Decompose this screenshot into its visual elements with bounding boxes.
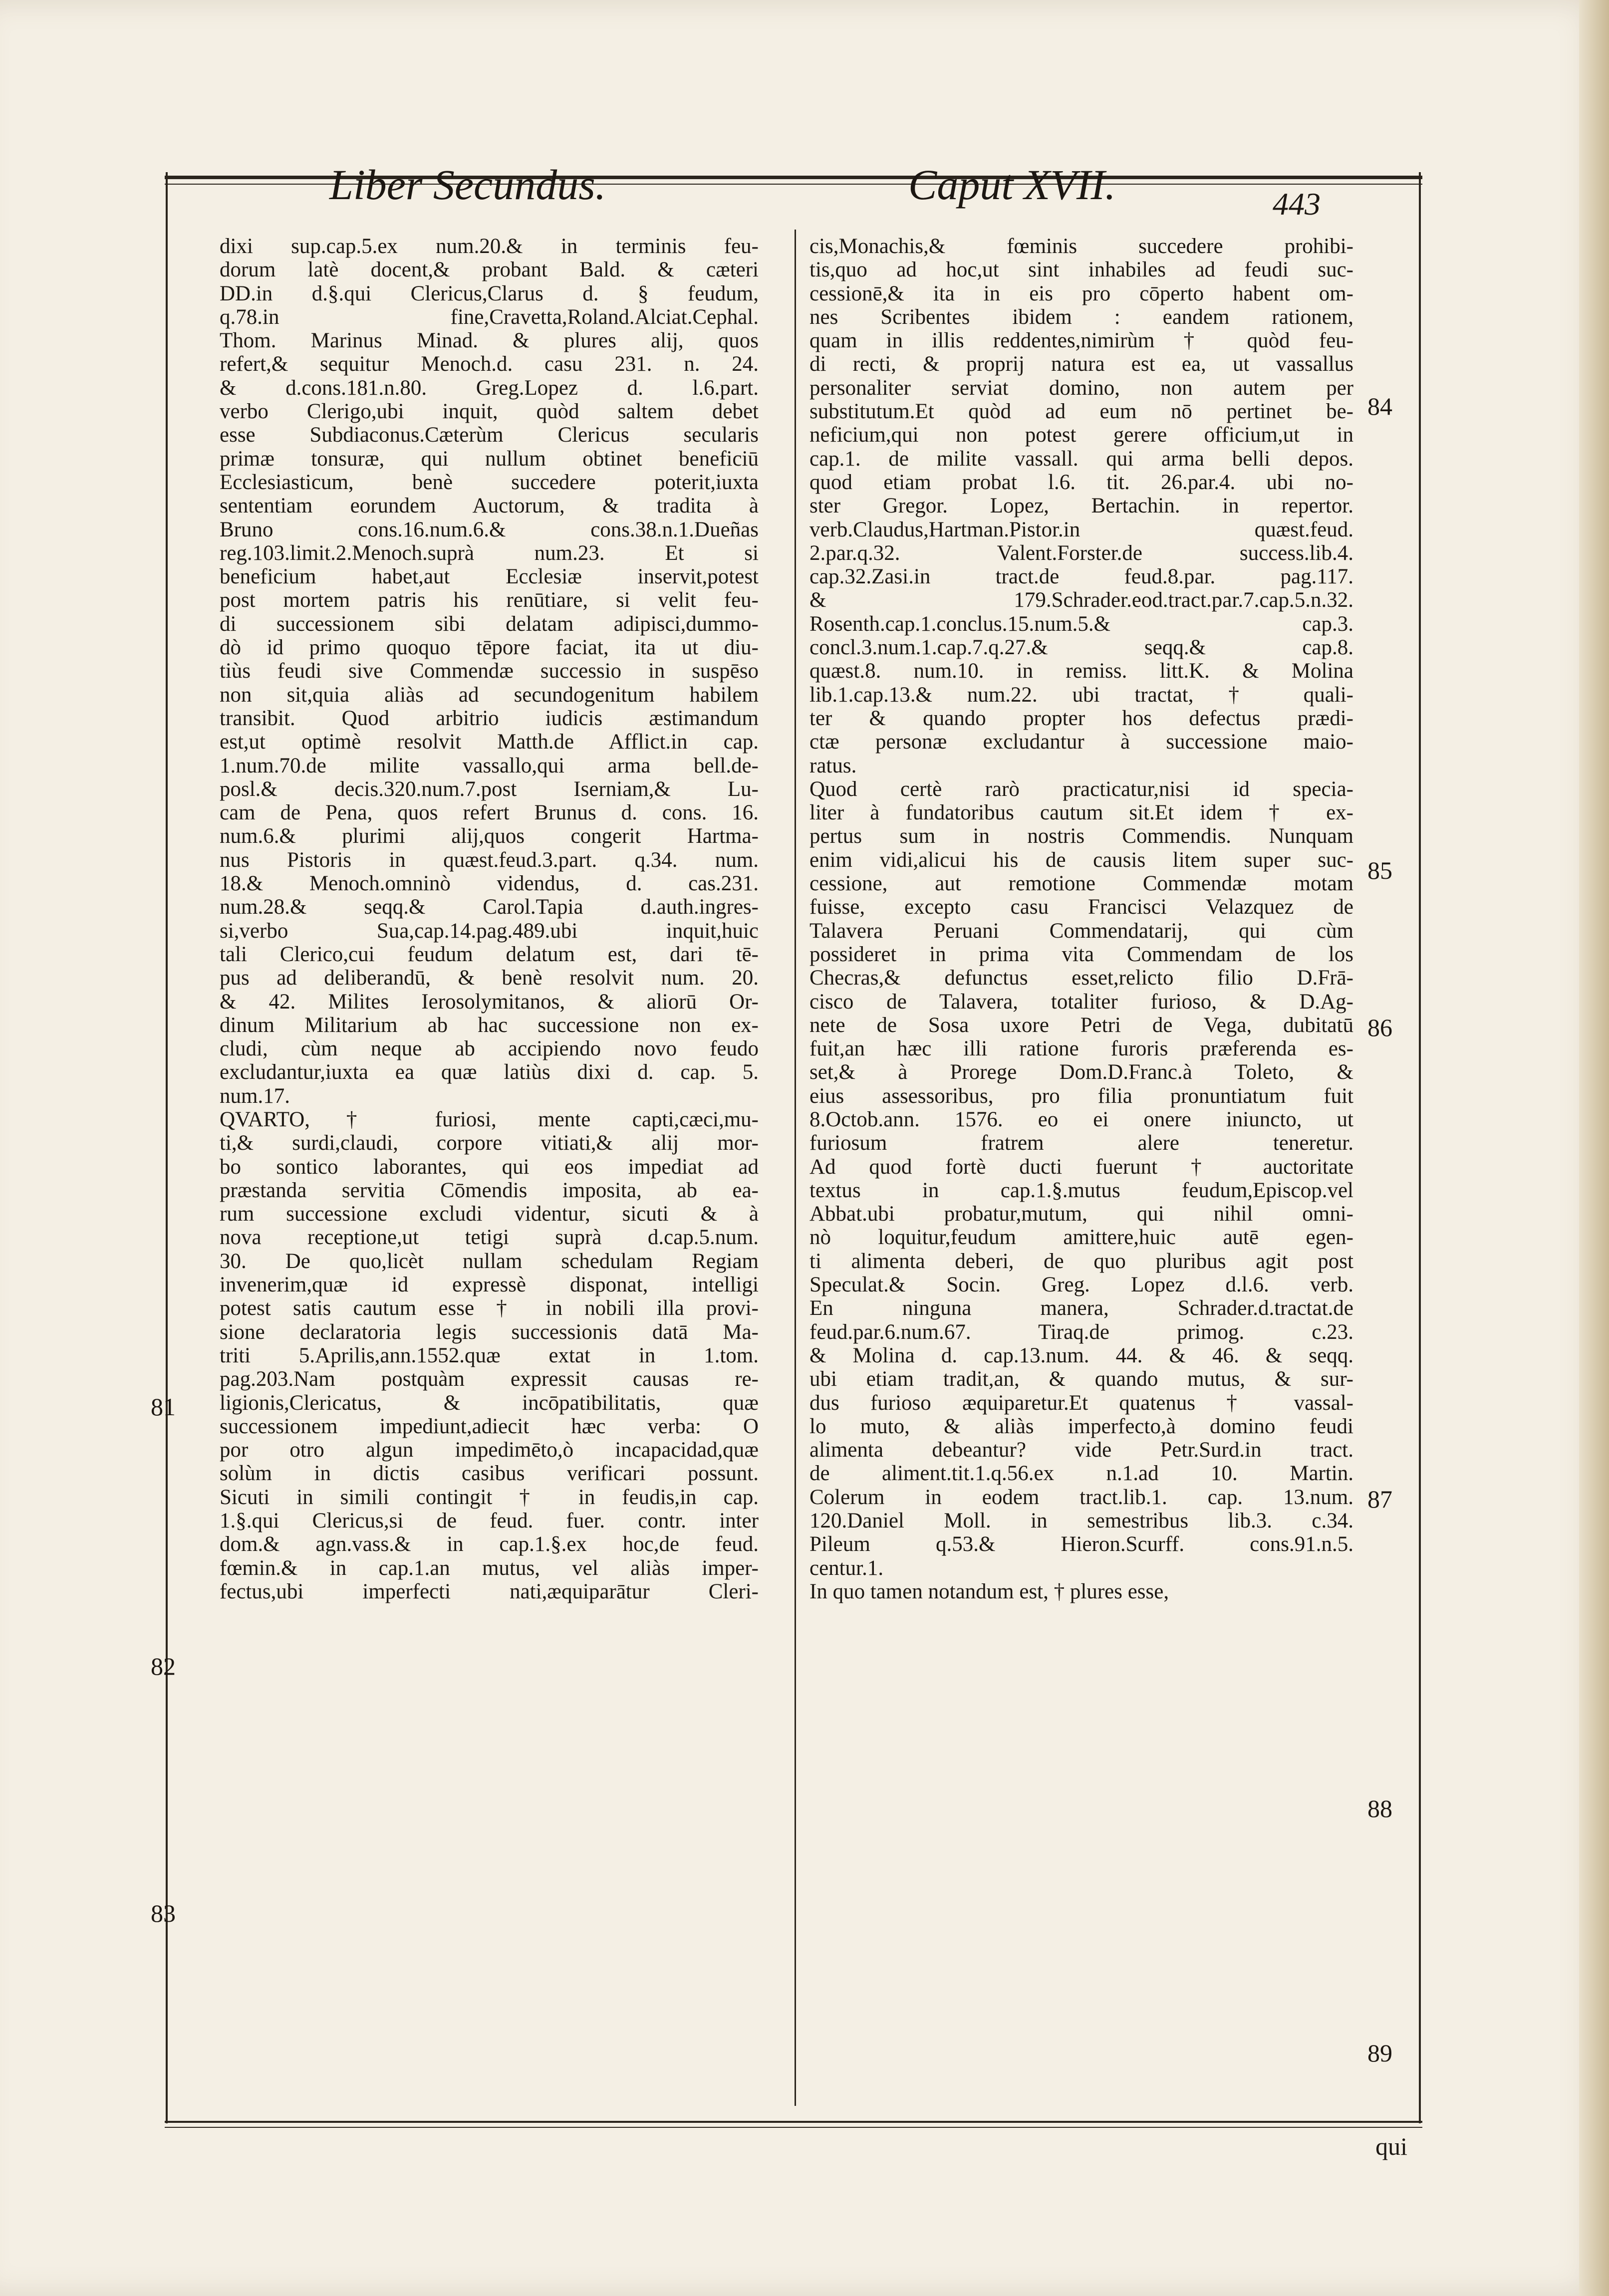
- text-line: fœmin.& in cap.1.an mutus, vel aliàs imper-: [220, 1556, 759, 1580]
- marginal-number-81: 81: [151, 1393, 176, 1421]
- bottom-rule-thin: [165, 2127, 1422, 2128]
- text-line: beneficium habet,aut Ecclesiæ inservit,potest: [220, 565, 759, 589]
- text-line: Quod certè rarò practicatur,nisi id specia-: [809, 777, 1353, 801]
- running-head-chapter: Caput XVII.: [908, 161, 1116, 209]
- text-line: Thom. Marinus Minad. & plures alij, quos: [220, 329, 759, 353]
- text-line: est,ut optimè resolvit Matth.de Afflict.in cap.: [220, 730, 759, 754]
- text-line: ctæ personæ excludantur à successione maio-: [809, 730, 1353, 754]
- text-line: QVARTO,† furiosi, mente capti,cæci,mu-: [220, 1107, 759, 1131]
- text-line: transibit. Quod arbitrio iudicis æstimandum: [220, 706, 759, 730]
- text-line: ligionis,Clericatus, & incōpatibilitatis, quæ: [220, 1391, 759, 1415]
- text-line: Checras,& defunctus esset,relicto filio D.Frā-: [809, 966, 1353, 990]
- text-line: 30. De quo,licèt nullam schedulam Regiam: [220, 1249, 759, 1273]
- text-line: reg.103.limit.2.Menoch.suprà num.23. Et si: [220, 541, 759, 565]
- text-line: nova receptione,ut tetigi suprà d.cap.5.num.: [220, 1226, 759, 1250]
- text-line: sententiam eorundem Auctorum, & tradita à: [220, 494, 759, 518]
- text-line: potest satis cautum esse † in nobili illa provi-: [220, 1296, 759, 1320]
- text-line: nete de Sosa uxore Petri de Vega, dubitatū: [809, 1013, 1353, 1037]
- text-line: 120.Daniel Moll. in semestribus lib.3. c.34.: [809, 1509, 1353, 1533]
- text-line: successionem impediunt,adiecit hæc verba: O: [220, 1414, 759, 1438]
- text-line: personaliter serviat domino, non autem per: [809, 376, 1353, 400]
- text-line: esse Subdiaconus.Cæterùm Clericus secularis: [220, 423, 759, 447]
- text-line: cisco de Talavera, totaliter furioso, & D.Ag-: [809, 990, 1353, 1014]
- text-line: di recti, & proprij natura est ea, ut vassallus: [809, 352, 1353, 376]
- text-line: tis,quo ad hoc,ut sint inhabiles ad feudi suc-: [809, 258, 1353, 282]
- marginal-number-84: 84: [1367, 392, 1392, 420]
- page-gutter: [1579, 0, 1609, 2296]
- marginal-number-82: 82: [151, 1652, 176, 1680]
- text-line: Abbat.ubi probatur,mutum, qui nihil omni-: [809, 1202, 1353, 1226]
- text-line: tiùs feudi sive Commendæ successio in suspēso: [220, 659, 759, 683]
- text-line: verb.Claudus,Hartman.Pistor.in quæst.feud.: [809, 517, 1353, 541]
- text-line: sione declaratoria legis successionis datā Ma-: [220, 1320, 759, 1344]
- text-line: alimenta debeantur? vide Petr.Surd.in tract.: [809, 1438, 1353, 1462]
- text-line: centur.1.: [809, 1556, 884, 1580]
- text-line: bo sontico laborantes, qui eos impediat ad: [220, 1155, 759, 1179]
- text-line: triti 5.Aprilis,ann.1552.quæ extat in 1.tom.: [220, 1343, 759, 1367]
- text-line: num.28.& seqq.& Carol.Tapia d.auth.ingres-: [220, 895, 759, 919]
- text-line: ter & quando propter hos defectus prædi-: [809, 706, 1353, 730]
- text-line: Pileum q.53.& Hieron.Scurff. cons.91.n.5.: [809, 1532, 1353, 1556]
- text-line: cis,Monachis,& fœminis succedere prohibi-: [809, 235, 1353, 258]
- column-divider: [795, 230, 796, 2106]
- text-line: fuisse, excepto casu Francisci Velazquez de: [809, 895, 1353, 919]
- text-line: nò loquitur,feudum amittere,huic autē egen-: [809, 1226, 1353, 1250]
- text-line: solùm in dictis casibus verificari possunt.: [220, 1462, 759, 1486]
- text-line: & 42. Milites Ierosolymitanos, & aliorū Or-: [220, 990, 759, 1014]
- text-line: 8.Octob.ann. 1576. eo ei onere iniuncto, ut: [809, 1107, 1353, 1131]
- left-text-column: [220, 235, 759, 1603]
- text-line: cam de Pena, quos refert Brunus d. cons. 16.: [220, 801, 759, 825]
- text-line: furiosum fratrem alere teneretur.: [809, 1131, 1353, 1155]
- text-line: Ad quod fortè ducti fuerunt † auctoritate: [809, 1155, 1353, 1179]
- text-line: ti alimenta deberi, de quo pluribus agit post: [809, 1249, 1353, 1273]
- text-line: 1.num.70.de milite vassallo,qui arma bell.de-: [220, 754, 759, 777]
- text-line: verbo Clerigo,ubi inquit, quòd saltem debet: [220, 400, 759, 424]
- text-line: rum successione excludi videntur, sicuti & à: [220, 1202, 759, 1226]
- text-line: cap.1. de milite vassall. qui arma belli depos.: [809, 447, 1353, 471]
- text-line: & d.cons.181.n.80. Greg.Lopez d. l.6.part.: [220, 376, 759, 400]
- text-line: ster Gregor. Lopez, Bertachin. in repertor.: [809, 494, 1353, 518]
- text-line: dom.& agn.vass.& in cap.1.§.ex hoc,de feud.: [220, 1532, 759, 1556]
- text-line: ubi etiam tradit,an, & quando mutus, & sur-: [809, 1367, 1353, 1391]
- text-line: textus in cap.1.§.mutus feudum,Episcop.vel: [809, 1178, 1353, 1202]
- text-line: nes Scribentes ibidem : eandem rationem,: [809, 305, 1353, 329]
- text-line: lib.1.cap.13.& num.22. ubi tractat, † quali-: [809, 683, 1353, 707]
- text-line: quæst.8. num.10. in remiss. litt.K. & Molina: [809, 659, 1353, 683]
- text-line: pertus sum in nostris Commendis. Nunquam: [809, 824, 1353, 848]
- bottom-rule: [165, 2121, 1422, 2123]
- text-line: pag.203.Nam postquàm expressit causas re-: [220, 1367, 759, 1391]
- running-head-book: Liber Secundus.: [329, 161, 606, 209]
- text-line: 1.§.qui Clericus,si de feud. fuer. contr. inter: [220, 1509, 759, 1533]
- text-line: enim vidi,alicui his de causis litem super suc-: [809, 848, 1353, 872]
- left-rule: [166, 172, 168, 2123]
- text-line: primæ tonsuræ, qui nullum obtinet beneficiū: [220, 447, 759, 471]
- text-line: substitutum.Et quòd ad eum nō pertinet be-: [809, 400, 1353, 424]
- text-line: por otro algun impedimēto,ò incapacidad,quæ: [220, 1438, 759, 1462]
- text-line: pus ad deliberandū, & benè resolvit num. 20.: [220, 966, 759, 990]
- text-line: feud.par.6.num.67. Tiraq.de primog. c.23.: [809, 1320, 1353, 1344]
- text-line: 2.par.q.32. Valent.Forster.de success.lib.4.: [809, 541, 1353, 565]
- text-line: præstanda servitia Cōmendis imposita, ab ea-: [220, 1178, 759, 1202]
- text-line: ratus.: [809, 754, 857, 777]
- text-line: tali Clerico,cui feudum delatum est, dari tē-: [220, 942, 759, 966]
- marginal-number-87: 87: [1367, 1485, 1392, 1513]
- text-line: possideret in prima vita Commendam de los: [809, 942, 1353, 966]
- text-line: nus Pistoris in quæst.feud.3.part. q.34. num.: [220, 848, 759, 872]
- marginal-number-88: 88: [1367, 1794, 1392, 1822]
- text-line: invenerim,quæ id expressè disponat, intelligi: [220, 1273, 759, 1297]
- text-line: num.17.: [220, 1084, 290, 1108]
- text-line: Colerum in eodem tract.lib.1. cap. 13.num.: [809, 1485, 1353, 1509]
- text-line: excludantur,iuxta ea quæ latiùs dixi d. cap. 5.: [220, 1060, 759, 1084]
- text-line: post mortem patris his renūtiare, si velit feu-: [220, 588, 759, 612]
- text-line: dus furioso æquiparetur.Et quatenus † vassal-: [809, 1391, 1353, 1415]
- text-line: de aliment.tit.1.q.56.ex n.1.ad 10. Martin.: [809, 1462, 1353, 1486]
- text-line: En ninguna manera, Schrader.d.tractat.de: [809, 1296, 1353, 1320]
- text-line: dixi sup.cap.5.ex num.20.& in terminis feu-: [220, 235, 759, 258]
- right-text-column: [809, 235, 1353, 1603]
- text-line: set,& à Prorege Dom.D.Franc.à Toleto, &: [809, 1060, 1353, 1084]
- text-line: cap.32.Zasi.in tract.de feud.8.par. pag.117.: [809, 565, 1353, 589]
- text-line: quam in illis reddentes,nimirùm † quòd feu-: [809, 329, 1353, 353]
- text-line: non sit,quia aliàs ad secundogenitum habilem: [220, 683, 759, 707]
- marginal-number-86: 86: [1367, 1014, 1392, 1041]
- marginal-number-83: 83: [151, 1899, 176, 1927]
- right-rule: [1419, 172, 1421, 2123]
- text-line: & Molina d. cap.13.num. 44. & 46. & seqq.: [809, 1343, 1353, 1367]
- text-line: num.6.& plurimi alij,quos congerit Hartma-: [220, 824, 759, 848]
- text-line: Rosenth.cap.1.conclus.15.num.5.& cap.3.: [809, 612, 1353, 636]
- text-line: & 179.Schrader.eod.tract.par.7.cap.5.n.32.: [809, 588, 1353, 612]
- text-line: Talavera Peruani Commendatarij, qui cùm: [809, 919, 1353, 943]
- text-line: dò id primo quoquo tēpore faciat, ita ut diu-: [220, 636, 759, 660]
- text-line: liter à fundatoribus cautum sit.Et idem † ex-: [809, 801, 1353, 825]
- text-line: Speculat.& Socin. Greg. Lopez d.l.6. verb.: [809, 1273, 1353, 1297]
- marginal-number-85: 85: [1367, 856, 1392, 884]
- text-line: di successionem sibi delatam adipisci,dummo-: [220, 612, 759, 636]
- text-line: quod etiam probat l.6. tit. 26.par.4. ubi no-: [809, 470, 1353, 494]
- text-line: Sicuti in simili contingit † in feudis,in cap.: [220, 1485, 759, 1509]
- text-line: q.78.in fine,Cravetta,Roland.Alciat.Cephal.: [220, 305, 759, 329]
- text-line: 18.& Menoch.omninò videndus, d. cas.231.: [220, 872, 759, 896]
- text-line: Bruno cons.16.num.6.& cons.38.n.1.Dueñas: [220, 517, 759, 541]
- text-line: dinum Militarium ab hac successione non ex-: [220, 1013, 759, 1037]
- text-line: refert,& sequitur Menoch.d. casu 231. n. 24.: [220, 352, 759, 376]
- text-line: fectus,ubi imperfecti nati,æquiparātur Cleri-: [220, 1579, 759, 1603]
- text-line: concl.3.num.1.cap.7.q.27.& seqq.& cap.8.: [809, 636, 1353, 660]
- text-line: In quo tamen notandum est, † plures esse,: [809, 1579, 1169, 1603]
- text-line: ti,& surdi,claudi, corpore vitiati,& alij mor-: [220, 1131, 759, 1155]
- text-line: fuit,an hæc illi ratione furoris præferenda es-: [809, 1037, 1353, 1061]
- text-line: si,verbo Sua,cap.14.pag.489.ubi inquit,huic: [220, 919, 759, 943]
- text-line: cludi, cùm neque ab accipiendo novo feudo: [220, 1037, 759, 1061]
- page-number: 443: [1273, 186, 1321, 222]
- text-line: DD.in d.§.qui Clericus,Clarus d. § feudum,: [220, 281, 759, 305]
- text-line: cessione, aut remotione Commendæ motam: [809, 872, 1353, 896]
- marginal-number-89: 89: [1367, 2039, 1392, 2067]
- text-line: cessionē,& ita in eis pro cōperto habent om-: [809, 281, 1353, 305]
- text-line: posl.& decis.320.num.7.post Iserniam,& Lu-: [220, 777, 759, 801]
- text-line: eius assessoribus, pro filia pronuntiatum fuit: [809, 1084, 1353, 1108]
- text-line: Ecclesiasticum, benè succedere poterit,iuxta: [220, 470, 759, 494]
- catchword: qui: [1375, 2132, 1407, 2160]
- text-line: dorum latè docent,& probant Bald. & cæteri: [220, 258, 759, 282]
- text-line: lo muto, & aliàs imperfecto,à domino feudi: [809, 1414, 1353, 1438]
- text-line: neficium,qui non potest gerere officium,ut in: [809, 423, 1353, 447]
